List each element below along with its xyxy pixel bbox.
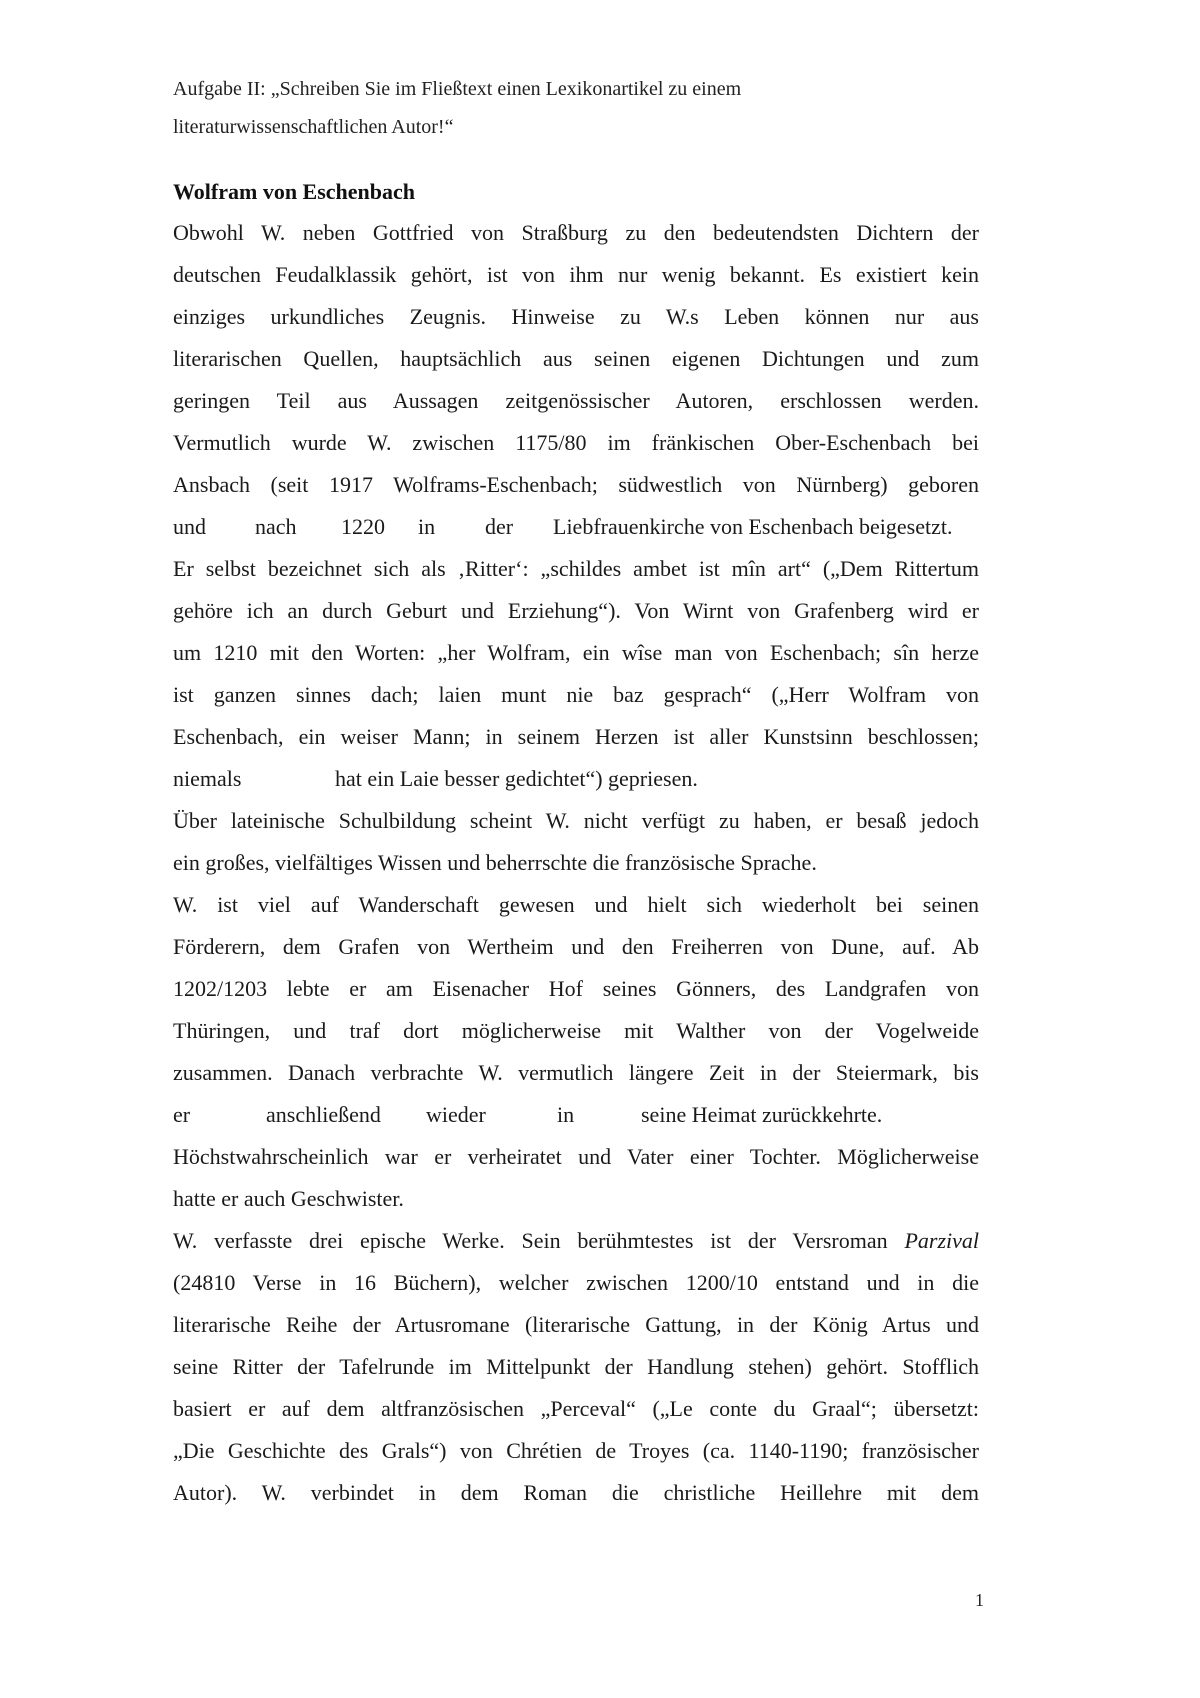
body-line: (24810 Verse in 16 Büchern), welcher zwischen 1200/10 entstand und in die xyxy=(173,1270,979,1295)
word: anschließend xyxy=(266,1102,381,1127)
word-group: W. verfasste drei epische Werke. Sein berühmtestes ist der Versroman xyxy=(173,1228,905,1253)
body-line: gehöre ich an durch Geburt und Erziehung“). Von Wirnt von Grafenberg wird er xyxy=(173,598,979,623)
word: in xyxy=(418,514,436,539)
work-title-parzival: Parzival xyxy=(904,1228,979,1253)
word: wieder xyxy=(426,1102,486,1127)
body-line-spread xyxy=(173,506,979,548)
body-line: Über lateinische Schulbildung scheint W. nicht verfügt zu haben, er besaß jedoch xyxy=(173,808,979,833)
body-line: ein großes, vielfältiges Wissen und beherrschte die französische Sprache. xyxy=(173,850,817,875)
word-group: seine Heimat zurückkehrte. xyxy=(641,1102,883,1127)
body-line: „Die Geschichte des Grals“) von Chrétien de Troyes (ca. 1140-1190; französischer xyxy=(173,1438,979,1463)
word-group: Liebfrauenkirche von Eschenbach beigesetzt. xyxy=(553,514,953,539)
body-line-gap xyxy=(173,758,979,800)
page-number: 1 xyxy=(975,1590,984,1610)
word-group: hat ein Laie besser gedichtet“) gepriesen. xyxy=(335,766,698,791)
task-prompt xyxy=(173,70,993,146)
body-line: literarischen Quellen, hauptsächlich aus seinen eigenen Dichtungen und zum xyxy=(173,346,979,371)
body-line: hatte er auch Geschwister. xyxy=(173,1186,404,1211)
body-line: deutschen Feudalklassik gehört, ist von ihm nur wenig bekannt. Es existiert kein xyxy=(173,262,979,287)
body-line: seine Ritter der Tafelrunde im Mittelpunkt der Handlung stehen) gehört. Stofflich xyxy=(173,1354,979,1379)
body-line: um 1210 mit den Worten: „her Wolfram, ein wîse man von Eschenbach; sîn herze xyxy=(173,640,979,665)
word: er xyxy=(173,1102,191,1127)
body-line: geringen Teil aus Aussagen zeitgenössischer Autoren, erschlossen werden. xyxy=(173,388,979,413)
body-line: zusammen. Danach verbrachte W. vermutlich längere Zeit in der Steiermark, bis xyxy=(173,1060,979,1085)
task-line-2: literaturwissenschaftlichen Autor!“ xyxy=(173,116,454,138)
body-line: Höchstwahrscheinlich war er verheiratet und Vater einer Tochter. Möglicherweise xyxy=(173,1144,979,1169)
body-line: Eschenbach, ein weiser Mann; in seinem Herzen ist aller Kunstsinn beschlossen; xyxy=(173,724,979,749)
word: der xyxy=(485,514,514,539)
body-line: literarische Reihe der Artusromane (literarische Gattung, in der König Artus und xyxy=(173,1312,979,1337)
body-line: Ansbach (seit 1917 Wolframs-Eschenbach; südwestlich von Nürnberg) geboren xyxy=(173,472,979,497)
word: in xyxy=(557,1102,575,1127)
article-body xyxy=(173,212,979,1514)
word: und xyxy=(173,514,206,539)
body-line: Er selbst bezeichnet sich als ‚Ritter‘: „schildes ambet ist mîn art“ („Dem Rittertum xyxy=(173,556,979,581)
body-line: Autor). W. verbindet in dem Roman die christliche Heillehre mit dem xyxy=(173,1480,979,1505)
body-line: W. ist viel auf Wanderschaft gewesen und hielt sich wiederholt bei seinen xyxy=(173,892,979,917)
body-line-spread xyxy=(173,1094,979,1136)
word: niemals xyxy=(173,766,242,791)
body-line: ist ganzen sinnes dach; laien munt nie baz gesprach“ („Herr Wolfram von xyxy=(173,682,979,707)
body-line xyxy=(173,1220,979,1262)
body-line: 1202/1203 lebte er am Eisenacher Hof seines Gönners, des Landgrafen von xyxy=(173,976,979,1001)
body-line: Thüringen, und traf dort möglicherweise mit Walther von der Vogelweide xyxy=(173,1018,979,1043)
body-line: basiert er auf dem altfranzösischen „Perceval“ („Le conte du Graal“; übersetzt: xyxy=(173,1396,979,1421)
body-line: Vermutlich wurde W. zwischen 1175/80 im fränkischen Ober-Eschenbach bei xyxy=(173,430,979,455)
task-line-1: Aufgabe II: „Schreiben Sie im Fließtext einen Lexikonartikel zu einem xyxy=(173,78,742,100)
word: nach xyxy=(255,514,297,539)
word: 1220 xyxy=(341,514,385,539)
article-title: Wolfram von Eschenbach xyxy=(173,179,416,204)
body-line: Obwohl W. neben Gottfried von Straßburg zu den bedeutendsten Dichtern der xyxy=(173,220,979,245)
body-line: Förderern, dem Grafen von Wertheim und den Freiherren von Dune, auf. Ab xyxy=(173,934,979,959)
body-line: einziges urkundliches Zeugnis. Hinweise zu W.s Leben können nur aus xyxy=(173,304,979,329)
